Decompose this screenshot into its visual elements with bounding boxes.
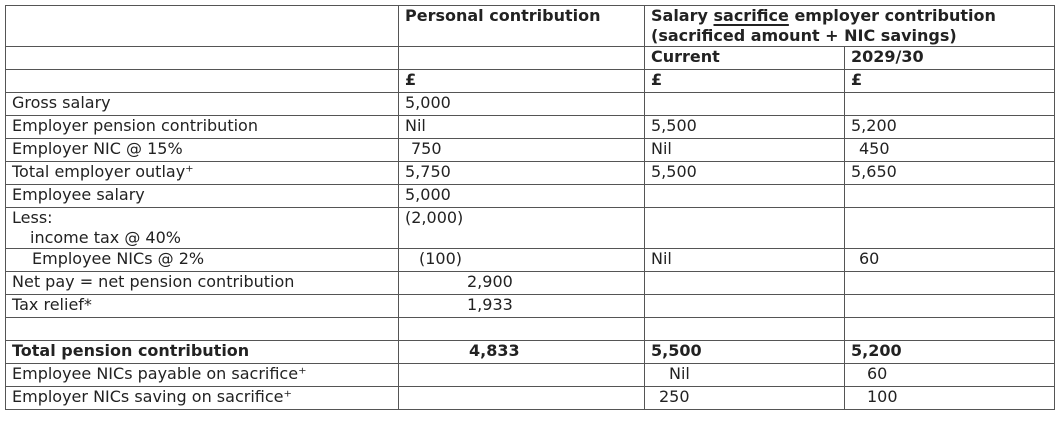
cell-current: Nil	[645, 139, 845, 162]
row-label: Less: income tax @ 40%	[6, 208, 399, 249]
header-empty-cell	[6, 70, 399, 93]
cell-future	[845, 185, 1055, 208]
cell-future	[845, 295, 1055, 318]
cell-current: 5,500	[645, 116, 845, 139]
header-personal: Personal contribution	[399, 6, 645, 47]
header-empty-cell	[399, 47, 645, 70]
table-row-total	[6, 341, 1055, 364]
table-row	[6, 139, 1055, 162]
table-row	[6, 249, 1055, 272]
row-label: Tax relief*	[6, 295, 399, 318]
row-label: Employer pension contribution	[6, 116, 399, 139]
cell-future: 5,650	[845, 162, 1055, 185]
currency-personal: £	[399, 70, 645, 93]
header-current: Current	[645, 47, 845, 70]
row-label: Employee salary	[6, 185, 399, 208]
table-row	[6, 295, 1055, 318]
table-row	[6, 208, 1055, 249]
row-label: Gross salary	[6, 93, 399, 116]
cell-current: Nil	[645, 249, 845, 272]
cell-future: 5,200	[845, 341, 1055, 364]
cell-current	[645, 208, 845, 249]
cell-current: 5,500	[645, 162, 845, 185]
table-row	[6, 93, 1055, 116]
header-empty-cell	[6, 47, 399, 70]
table-row	[6, 116, 1055, 139]
cell-current	[645, 272, 845, 295]
header-row-main	[6, 6, 1055, 47]
row-label: Employer NICs saving on sacrifice⁺	[6, 387, 399, 410]
table-row	[6, 364, 1055, 387]
header-empty-cell	[6, 6, 399, 47]
cell-personal: Nil	[399, 116, 645, 139]
cell-personal: 2,900	[399, 272, 645, 295]
cell-current	[645, 295, 845, 318]
table-row	[6, 162, 1055, 185]
cell-current	[645, 185, 845, 208]
cell-current: 5,500	[645, 341, 845, 364]
spacer-row	[6, 318, 1055, 341]
cell-future: 60	[845, 249, 1055, 272]
cell-future	[845, 93, 1055, 116]
cell-personal	[399, 364, 645, 387]
table-row	[6, 185, 1055, 208]
empty-cell	[645, 318, 845, 341]
header-salary-sacrifice: Salary sacrifice employer contribution (sacrificed amount + NIC savings)	[645, 6, 1055, 47]
row-label: Employee NICs payable on sacrifice⁺	[6, 364, 399, 387]
currency-future: £	[845, 70, 1055, 93]
cell-personal: 5,000	[399, 185, 645, 208]
pension-comparison-table	[5, 5, 1055, 410]
cell-personal: 750	[399, 139, 645, 162]
cell-future: 60	[845, 364, 1055, 387]
cell-future	[845, 208, 1055, 249]
cell-future: 5,200	[845, 116, 1055, 139]
row-label: Employer NIC @ 15%	[6, 139, 399, 162]
empty-cell	[6, 318, 399, 341]
sacrifice-underlined-word: sacrifice	[713, 6, 789, 25]
cell-future: 450	[845, 139, 1055, 162]
empty-cell	[399, 318, 645, 341]
cell-current: 250	[645, 387, 845, 410]
cell-current: Nil	[645, 364, 845, 387]
row-label: Employee NICs @ 2%	[6, 249, 399, 272]
cell-personal: 5,000	[399, 93, 645, 116]
row-label: Total employer outlay⁺	[6, 162, 399, 185]
header-row-periods	[6, 47, 1055, 70]
cell-personal: 5,750	[399, 162, 645, 185]
currency-current: £	[645, 70, 845, 93]
row-label: Net pay = net pension contribution	[6, 272, 399, 295]
cell-future: 100	[845, 387, 1055, 410]
header-future: 2029/30	[845, 47, 1055, 70]
cell-personal: 1,933	[399, 295, 645, 318]
cell-future	[845, 272, 1055, 295]
cell-personal: (2,000)	[399, 208, 645, 249]
cell-current	[645, 93, 845, 116]
table-row	[6, 272, 1055, 295]
cell-personal	[399, 387, 645, 410]
cell-personal: 4,833	[399, 341, 645, 364]
table-row	[6, 387, 1055, 410]
cell-personal: (100)	[399, 249, 645, 272]
row-label: Total pension contribution	[6, 341, 399, 364]
empty-cell	[845, 318, 1055, 341]
header-row-currency	[6, 70, 1055, 93]
